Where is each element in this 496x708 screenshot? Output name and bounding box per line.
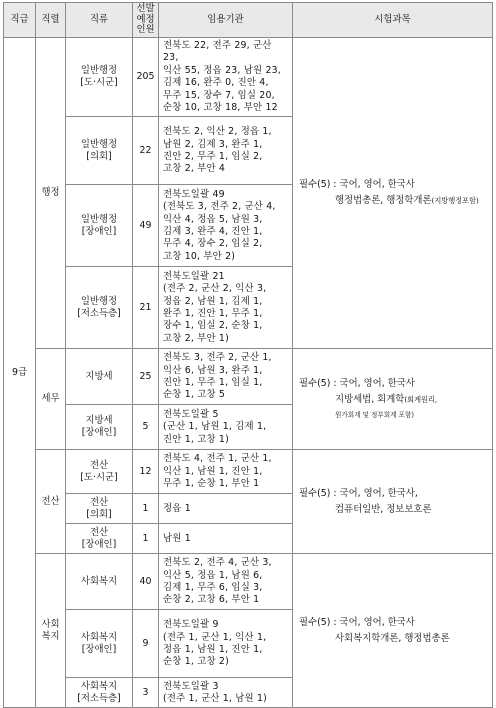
agency-cell: 전북도 3, 전주 2, 군산 1, 익산 6, 남원 3, 완주 1, 진안 1, 무주 1, 임실 1, 순창 1, 고창 5 <box>159 349 293 405</box>
header-class: 직류 <box>66 3 133 38</box>
class-cell: 일반행정 [도·시군] <box>66 38 133 117</box>
series-cell: 전산 <box>36 450 66 554</box>
agency-cell: 전북도일괄 49 (전북도 3, 전주 2, 군산 4, 익산 4, 정읍 5, 남원 3, 김제 3, 완주 4, 진안 1, 무주 4, 장수 2, 임실 2, 고창 10, 부안 2) <box>159 185 293 267</box>
agency-cell: 전북도일괄 3 (전주 1, 군산 1, 남원 1) <box>159 678 293 708</box>
header-agency: 임용기관 <box>159 3 293 38</box>
count-cell: 5 <box>133 405 159 450</box>
agency-cell: 전북도 4, 전주 1, 군산 1, 익산 1, 남원 1, 진안 1, 무주 1, 순창 1, 부안 1 <box>159 450 293 494</box>
count-cell: 12 <box>133 450 159 494</box>
class-cell: 사회복지 [장애인] <box>66 610 133 678</box>
header-row <box>4 3 493 38</box>
table-row <box>4 38 493 117</box>
count-cell: 22 <box>133 117 159 185</box>
table-row <box>4 554 493 610</box>
class-cell: 일반행정 [의회] <box>66 117 133 185</box>
header-subjects: 시험과목 <box>293 3 493 38</box>
subjects-cell: 필수(5) : 국어, 영어, 한국사, 컴퓨터일반, 정보보호론 <box>293 450 493 554</box>
agency-cell: 전북도일괄 9 (전주 1, 군산 1, 익산 1, 정읍 1, 남원 1, 진안 1, 순창 1, 고창 2) <box>159 610 293 678</box>
class-cell: 일반행정 [장애인] <box>66 185 133 267</box>
table-row <box>4 450 493 494</box>
class-cell: 사회복지 <box>66 554 133 610</box>
agency-cell: 전북도일괄 21 (전주 2, 군산 2, 익산 3, 정읍 2, 남원 1, 김제 1, 완주 1, 진안 1, 무주 1, 장수 1, 임실 2, 순창 1, 고창 2, 부안 1) <box>159 267 293 349</box>
series-cell: 세무 <box>36 349 66 450</box>
class-cell: 사회복지 [저소득층] <box>66 678 133 708</box>
header-series: 직렬 <box>36 3 66 38</box>
subjects-cell: 필수(5) : 국어, 영어, 한국사 지방세법, 회계학(회계원리, 원가회계 및 정부회계 포함) <box>293 349 493 450</box>
agency-cell: 전북도 22, 전주 29, 군산 23, 익산 55, 정읍 23, 남원 23, 김제 16, 완주 0, 진안 4, 무주 15, 장수 7, 임실 20, 순창 10, 고창 18, 부안 12 <box>159 38 293 117</box>
count-cell: 1 <box>133 494 159 524</box>
class-cell: 전산 [장애인] <box>66 524 133 554</box>
subjects-cell: 필수(5) : 국어, 영어, 한국사 행정법총론, 행정학개론(지방행정포함) <box>293 38 493 349</box>
count-cell: 25 <box>133 349 159 405</box>
class-cell: 전산 [의회] <box>66 494 133 524</box>
class-cell: 지방세 [장애인] <box>66 405 133 450</box>
agency-cell: 남원 1 <box>159 524 293 554</box>
class-cell: 전산 [도·시군] <box>66 450 133 494</box>
recruitment-table <box>3 2 493 708</box>
subjects-cell: 필수(5) : 국어, 영어, 한국사 사회복지학개론, 행정법총론 <box>293 554 493 708</box>
class-cell: 일반행정 [저소득층] <box>66 267 133 349</box>
header-count: 선발 예정 인원 <box>133 3 159 38</box>
header-grade: 직급 <box>4 3 36 38</box>
table-row <box>4 349 493 405</box>
series-cell: 사회 복지 <box>36 554 66 708</box>
agency-cell: 전북도일괄 5 (군산 1, 남원 1, 김제 1, 진안 1, 고창 1) <box>159 405 293 450</box>
count-cell: 3 <box>133 678 159 708</box>
count-cell: 1 <box>133 524 159 554</box>
recruitment-table-container <box>3 2 493 708</box>
count-cell: 40 <box>133 554 159 610</box>
count-cell: 21 <box>133 267 159 349</box>
agency-cell: 정읍 1 <box>159 494 293 524</box>
agency-cell: 전북도 2, 전주 4, 군산 3, 익산 5, 정읍 1, 남원 6, 김제 1, 무주 6, 임실 3, 순창 2, 고창 6, 부안 1 <box>159 554 293 610</box>
class-cell: 지방세 <box>66 349 133 405</box>
agency-cell: 전북도 2, 익산 2, 정읍 1, 남원 2, 김제 3, 완주 1, 진안 2, 무주 1, 임실 2, 고창 2, 부안 4 <box>159 117 293 185</box>
count-cell: 205 <box>133 38 159 117</box>
count-cell: 9 <box>133 610 159 678</box>
count-cell: 49 <box>133 185 159 267</box>
series-cell: 행정 <box>36 38 66 349</box>
grade-cell: 9급 <box>4 38 36 708</box>
